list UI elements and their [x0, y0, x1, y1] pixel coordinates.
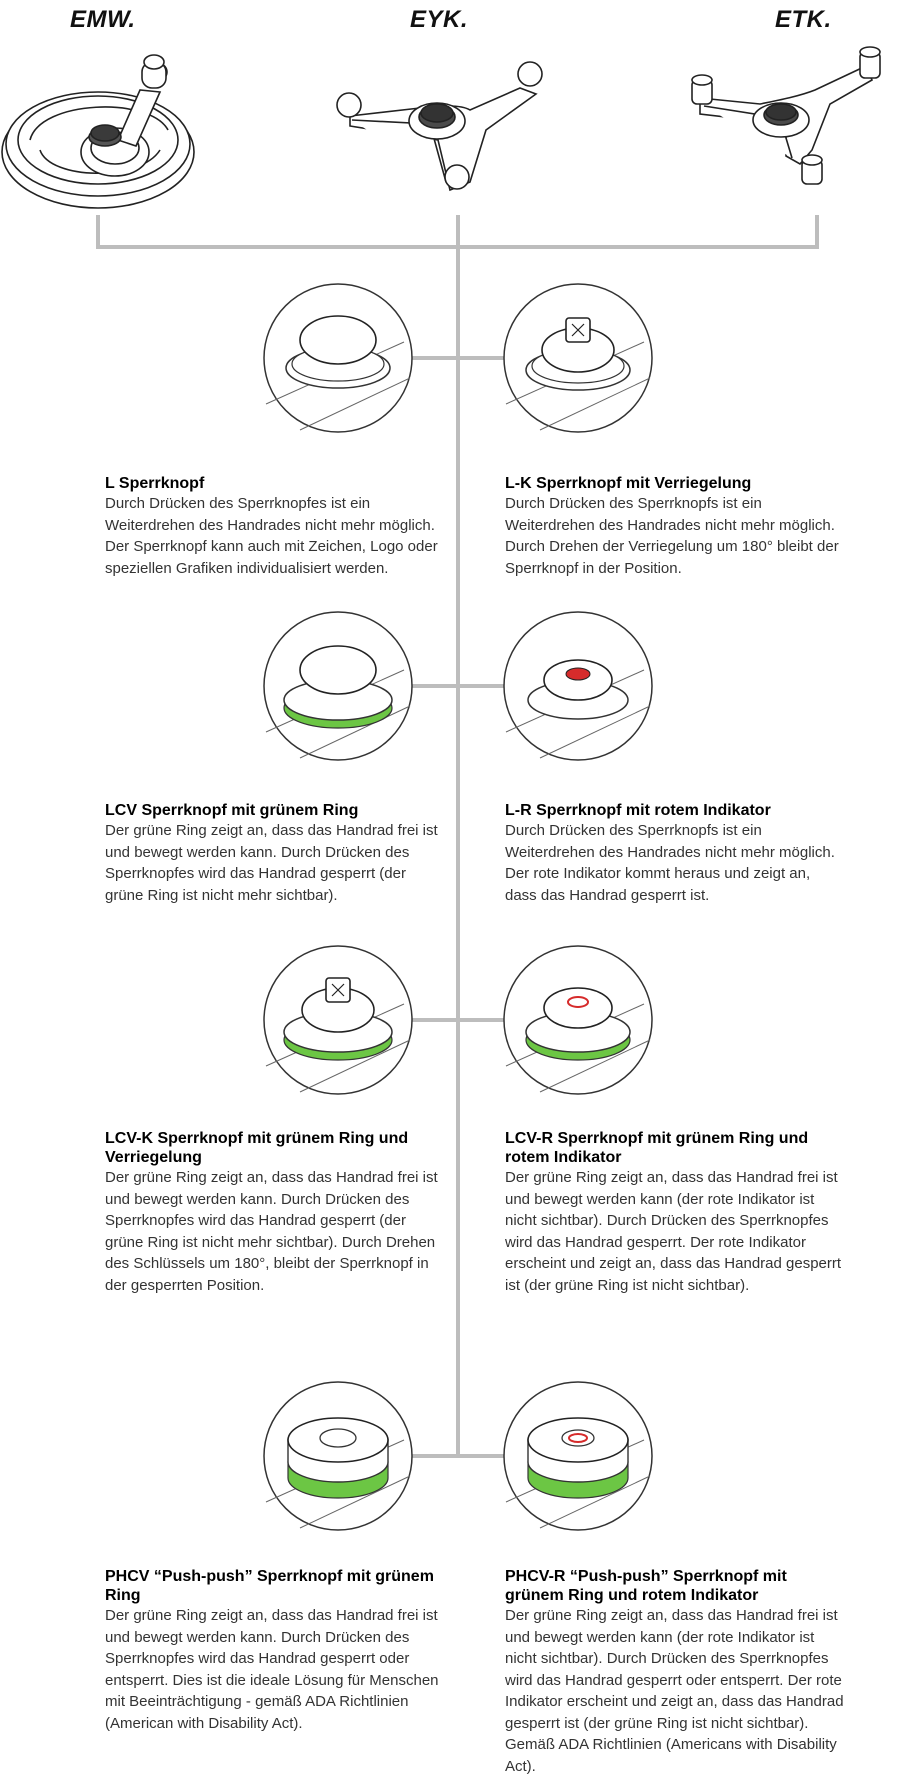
item-text: Der grüne Ring zeigt an, dass das Handrad frei ist und bewegt werden kann. Durch Drücken des Sperrknopfes wird das Handrad gesperrt (der grüne Ring ist nicht mehr sichtbar). Durch Drehen des Schlüssels um 180°, bleibt der Sperrknopf in der gesperrten Position.	[105, 1169, 438, 1294]
item-l-k	[505, 474, 845, 579]
item-lcv	[105, 801, 445, 906]
circle-phcv	[264, 1382, 412, 1530]
model-label-emw: EMW.	[70, 6, 136, 33]
item-lcv-k	[105, 1129, 445, 1296]
item-title: PHCV “Push-push” Sperrknopf mit grünem Ring	[105, 1568, 434, 1604]
circle-lcv-k	[264, 946, 412, 1094]
item-title: L-K Sperrknopf mit Verriegelung	[505, 475, 752, 492]
item-title: L-R Sperrknopf mit rotem Indikator	[505, 802, 771, 819]
item-phcv-r	[505, 1567, 845, 1777]
circle-l	[264, 284, 412, 432]
item-text: Durch Drücken des Sperrknopfs ist ein Weiterdrehen des Handrades nicht mehr möglich. Durch Drehen der Verriegelung um 180° bleibt der Sperrknopf in der Position.	[505, 495, 839, 577]
circle-l-k	[504, 284, 652, 432]
circle-lcv	[264, 612, 412, 760]
model-label-etk: ETK.	[775, 6, 832, 33]
item-title: LCV-K Sperrknopf mit grünem Ring und Verriegelung	[105, 1130, 409, 1166]
model-label-eyk: EYK.	[410, 6, 469, 33]
item-lcv-r	[505, 1129, 845, 1296]
item-title: LCV-R Sperrknopf mit grünem Ring und rotem Indikator	[505, 1130, 809, 1166]
item-text: Durch Drücken des Sperrknopfes ist ein Weiterdrehen des Handrades nicht mehr möglich. Der Sperrknopf kann auch mit Zeichen, Logo oder speziellen Grafiken individualisiert werden.	[105, 495, 438, 577]
emw-handwheel-illustration	[2, 55, 194, 208]
item-l	[105, 474, 445, 579]
etk-handwheel-illustration	[692, 47, 880, 184]
circle-l-r	[504, 612, 652, 760]
item-text: Der grüne Ring zeigt an, dass das Handrad frei ist und bewegt werden kann. Durch Drücken des Sperrknopfes wird das Handrad gesperrt (der grüne Ring ist nicht mehr sichtbar).	[105, 822, 438, 904]
circle-lcv-r	[504, 946, 652, 1094]
item-phcv	[105, 1567, 445, 1734]
item-text: Der grüne Ring zeigt an, dass das Handrad frei ist und bewegt werden kann. Durch Drücken des Sperrknopfes wird das Handrad gesperrt oder entsperrt. Dies ist die ideale Lösung für Menschen mit Beeinträchtigung - gemäß ADA Richtlinien (American with Disability Act).	[105, 1607, 439, 1732]
item-l-r	[505, 801, 845, 906]
item-text: Der grüne Ring zeigt an, dass das Handrad frei ist und bewegt werden kann (der rote Indikator ist nicht sichtbar). Durch Drücken des Sperrknopfes wird das Handrad gesperrt oder entsperrt. Der rote Indikator erscheint und zeigt an, dass das Handrad gesperrt ist (der grüne Ring ist nicht sichtbar). Gemäß ADA Richtlinien (Americans with Disability Act).	[505, 1607, 844, 1775]
eyk-handwheel-illustration	[337, 62, 542, 190]
item-title: LCV Sperrknopf mit grünem Ring	[105, 802, 359, 819]
item-text: Durch Drücken des Sperrknopfs ist ein Weiterdrehen des Handrades nicht mehr möglich. Der rote Indikator kommt heraus und zeigt an, dass das Handrad gesperrt ist.	[505, 822, 835, 904]
item-title: L Sperrknopf	[105, 475, 205, 492]
circle-phcv-r	[504, 1382, 652, 1530]
item-text: Der grüne Ring zeigt an, dass das Handrad frei ist und bewegt werden kann (der rote Indikator ist nicht sichtbar). Durch Drücken des Sperrknopfes wird das Handrad gesperrt. Der rote Indikator erscheint und zeigt an, dass das Handrad gesperrt ist (der grüne Ring ist nicht sichtbar).	[505, 1169, 842, 1294]
item-title: PHCV-R “Push-push” Sperrknopf mit grünem Ring und rotem Indikator	[505, 1568, 787, 1604]
